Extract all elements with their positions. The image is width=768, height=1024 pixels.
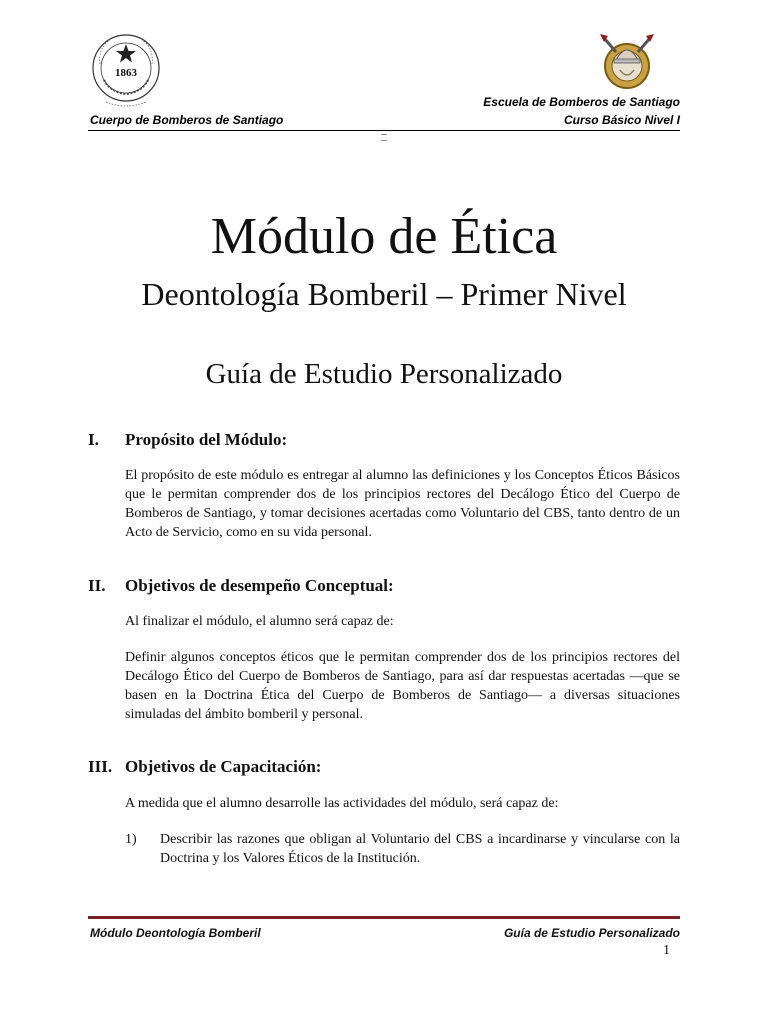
header-divider-mark — [381, 134, 387, 141]
section-2-paragraph: Definir algunos conceptos éticos que le permitan comprender dos de los principios rectores del Decálogo Ético del Cuerpo de Bomberos de Santiago, para así dar respuestas acertadas —que se basen en la Doctrina Ética del Cuerpo de Bomberos de Santiago— a diversas situaciones simuladas del ámbito bomberil y personal. — [125, 650, 680, 722]
firefighters-seal-icon — [90, 28, 162, 112]
section-3-number: III. — [88, 757, 113, 776]
document-title: Módulo de Ética — [210, 208, 558, 265]
section-1-heading: Propósito del Módulo: — [125, 430, 288, 449]
footer-rule — [88, 916, 680, 919]
document-subtitle: Deontología Bomberil – Primer Nivel — [141, 276, 627, 312]
seal-year: 1863 — [115, 67, 137, 79]
header-school: Escuela de Bomberos de Santiago — [483, 95, 680, 109]
footer-guide: Guía de Estudio Personalizado — [503, 926, 680, 940]
firefighter-helmet-emblem-icon — [596, 30, 658, 92]
guide-title: Guía de Estudio Personalizado — [205, 358, 563, 390]
section-2-intro: Al finalizar el módulo, el alumno será capaz de: — [125, 614, 394, 629]
page-number: 1 — [663, 943, 670, 958]
section-3-heading: Objetivos de Capacitación: — [125, 757, 322, 776]
section-1-number: I. — [88, 430, 99, 449]
section-2-heading: Objetivos de desempeño Conceptual: — [125, 576, 394, 595]
section-2-number: II. — [88, 576, 106, 595]
header-course: Curso Básico Nivel I — [563, 113, 680, 127]
section-1-paragraph: El propósito de este módulo es entregar al alumno las definiciones y los Conceptos Éticos Básicos que le permitan comprender dos de los principios rectores del Decálogo Ético del Cuerpo de Bomberos de Santiago, y tomar decisiones acertadas como Voluntario del CBS, tanto dentro de un Acto de Servicio, como en su vida personal. — [125, 468, 680, 540]
list-item-1-marker: 1) — [125, 832, 137, 847]
header-organization: Cuerpo de Bomberos de Santiago — [90, 113, 284, 127]
header-rule — [88, 130, 680, 131]
footer-module: Módulo Deontología Bomberil — [90, 926, 261, 940]
section-3-intro: A medida que el alumno desarrolle las actividades del módulo, será capaz de: — [125, 796, 559, 811]
list-item-1-text: Describir las razones que obligan al Voluntario del CBS a incardinarse y vincularse con la Doctrina y los Valores Éticos de la Institución. — [160, 832, 680, 866]
